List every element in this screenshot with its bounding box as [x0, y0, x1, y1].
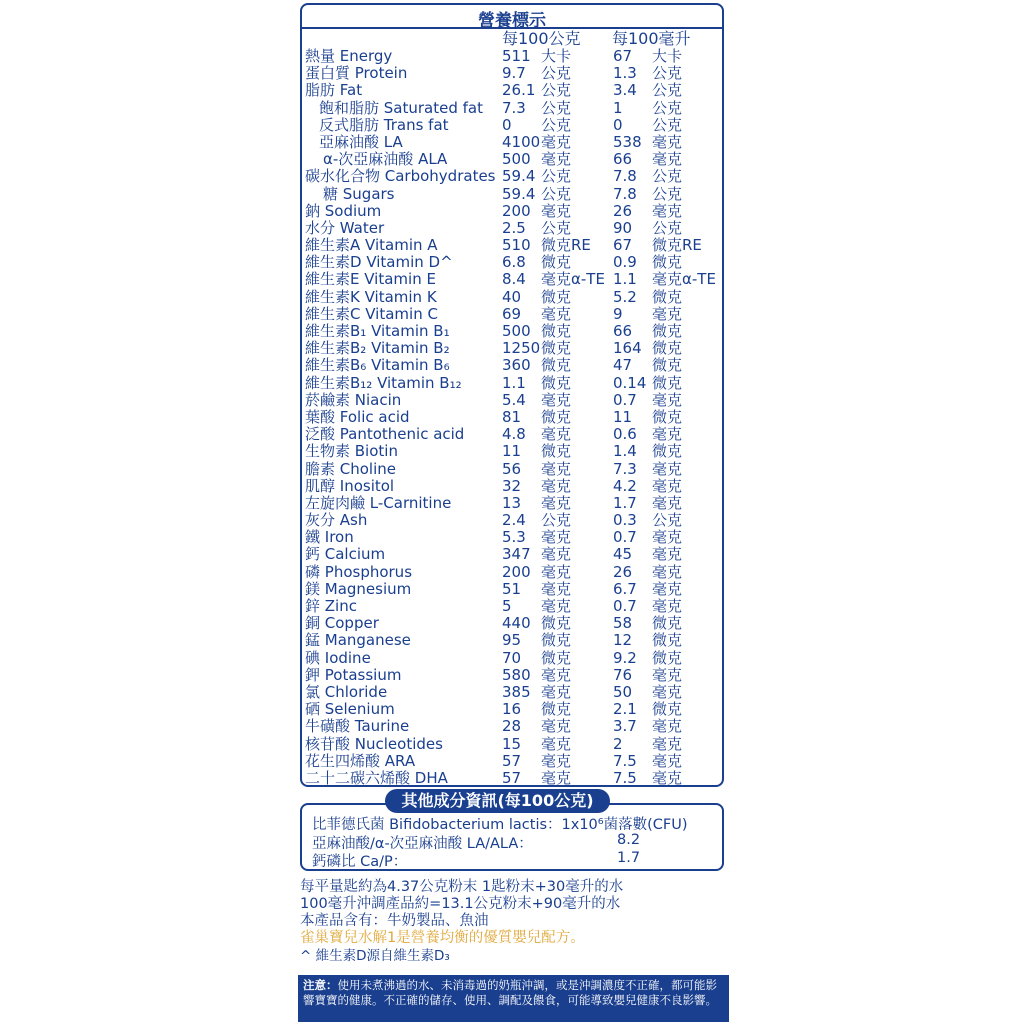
- vitamin-d-footnote: ^ 維生素D源自維生素D₃: [300, 948, 450, 964]
- nutrient-name: α-次亞麻油酸 ALA: [323, 150, 448, 169]
- value-per-100g: 11: [502, 442, 522, 461]
- ca-p-label: 鈣磷比 Ca/P：: [312, 854, 408, 870]
- unit-per-100g: 公克: [541, 98, 572, 117]
- nutrient-row: [305, 168, 720, 185]
- unit-per-100g: 微克: [541, 442, 572, 461]
- unit-per-100ml: 毫克: [652, 459, 683, 478]
- value-per-100ml: 3.7: [613, 717, 637, 736]
- nutrient-name: 鉀 Potassium: [305, 665, 402, 684]
- unit-per-100ml: 微克: [652, 322, 683, 340]
- nutrient-row: [305, 770, 720, 787]
- value-per-100g: 32: [502, 476, 522, 495]
- warning-label: 注意：: [303, 978, 338, 992]
- value-per-100g: 5.4: [502, 390, 526, 409]
- unit-per-100g: 微克: [541, 700, 572, 719]
- value-per-100g: 200: [502, 201, 531, 220]
- value-per-100g: 1.1: [502, 373, 526, 392]
- value-per-100ml: 7.5: [613, 751, 637, 770]
- value-per-100ml: 7.3: [613, 459, 637, 478]
- unit-per-100g: 微克: [541, 322, 572, 340]
- nutrient-row: [305, 615, 720, 632]
- nutrient-name: 維生素D Vitamin D^: [305, 253, 453, 272]
- unit-per-100g: 公克: [541, 81, 572, 100]
- nutrient-name: 維生素K Vitamin K: [305, 287, 437, 306]
- value-per-100g: 5: [502, 597, 512, 615]
- value-per-100g: 51: [502, 579, 522, 598]
- nutrient-row: [305, 701, 720, 718]
- nutrient-row: [305, 65, 720, 82]
- value-per-100g: 15: [502, 734, 522, 753]
- value-per-100g: 500: [502, 322, 531, 340]
- value-per-100ml: 7.8: [613, 167, 637, 186]
- value-per-100g: 6.8: [502, 253, 526, 272]
- value-per-100ml: 67: [613, 47, 633, 65]
- table-title: 營養標示: [478, 11, 546, 31]
- unit-per-100ml: 微克: [652, 631, 683, 650]
- value-per-100g: 57: [502, 768, 522, 787]
- nutrient-name: 磷 Phosphorus: [305, 562, 413, 581]
- unit-per-100ml: 公克: [652, 218, 683, 237]
- unit-per-100ml: 毫克: [652, 597, 683, 615]
- nutrient-row: [305, 151, 720, 168]
- value-per-100g: 4100: [502, 132, 541, 151]
- value-per-100ml: 3.4: [613, 81, 637, 100]
- unit-per-100g: 微克: [541, 339, 572, 358]
- unit-per-100ml: 毫克: [652, 682, 683, 701]
- unit-per-100g: 毫克: [541, 717, 572, 736]
- value-per-100g: 1250: [502, 339, 541, 358]
- unit-per-100ml: 毫克: [652, 751, 683, 770]
- unit-per-100ml: 毫克: [652, 476, 683, 495]
- unit-per-100ml: 毫克: [652, 545, 683, 564]
- value-per-100g: 95: [502, 631, 522, 650]
- value-per-100g: 57: [502, 751, 522, 770]
- nutrient-row: [305, 100, 720, 117]
- nutrient-name: 維生素B₁ Vitamin B₁: [305, 322, 450, 340]
- nutrient-row: [305, 461, 720, 478]
- nutrient-name: 牛磺酸 Taurine: [305, 717, 410, 736]
- unit-per-100ml: 微克: [652, 253, 683, 272]
- value-per-100ml: 0: [613, 115, 623, 134]
- unit-per-100ml: 公克: [652, 167, 683, 186]
- nutrient-row: [305, 718, 720, 735]
- nutrient-name: 肌醇 Inositol: [305, 476, 395, 495]
- unit-per-100g: 毫克α-TE: [541, 270, 605, 289]
- value-per-100ml: 1.4: [613, 442, 637, 461]
- nutrient-row: [305, 48, 720, 65]
- value-per-100ml: 67: [613, 236, 633, 255]
- value-per-100g: 9.7: [502, 64, 526, 83]
- nutrient-row: [305, 529, 720, 546]
- nutrient-name: 錳 Manganese: [305, 631, 411, 650]
- value-per-100ml: 1.7: [613, 493, 637, 512]
- unit-per-100ml: 微克: [652, 700, 683, 719]
- warning-box: [298, 975, 729, 1022]
- nutrient-row: [305, 117, 720, 134]
- unit-per-100ml: 毫克α-TE: [652, 270, 716, 289]
- nutrient-row: [305, 289, 720, 306]
- value-per-100ml: 0.3: [613, 511, 637, 530]
- unit-per-100ml: 毫克: [652, 665, 683, 684]
- unit-per-100g: 毫克: [541, 751, 572, 770]
- column-header-per-100g: 每100公克: [502, 29, 581, 48]
- value-per-100ml: 2: [613, 734, 623, 753]
- value-per-100ml: 45: [613, 545, 633, 564]
- unit-per-100ml: 毫克: [652, 304, 683, 323]
- unit-per-100ml: 微克: [652, 373, 683, 392]
- value-per-100g: 56: [502, 459, 522, 478]
- nutrition-table: [300, 3, 724, 787]
- unit-per-100ml: 微克: [652, 648, 683, 667]
- value-per-100g: 360: [502, 356, 531, 375]
- value-per-100ml: 4.2: [613, 476, 637, 495]
- nutrient-row: [305, 82, 720, 99]
- value-per-100ml: 76: [613, 665, 633, 684]
- value-per-100g: 511: [502, 47, 531, 65]
- nutrient-name: 蛋白質 Protein: [305, 64, 408, 83]
- unit-per-100g: 毫克: [541, 597, 572, 615]
- nutrient-name: 維生素B₁₂ Vitamin B₁₂: [305, 373, 462, 392]
- unit-per-100ml: 微克: [652, 339, 683, 358]
- value-per-100g: 580: [502, 665, 531, 684]
- unit-per-100ml: 微克: [652, 356, 683, 375]
- nutrient-row: [305, 237, 720, 254]
- column-header-per-100ml: 每100毫升: [612, 29, 691, 48]
- value-per-100g: 70: [502, 648, 522, 667]
- unit-per-100ml: 微克: [652, 614, 683, 633]
- value-per-100g: 2.4: [502, 511, 526, 530]
- unit-per-100ml: 毫克: [652, 717, 683, 736]
- ca-p-value: 1.7: [617, 850, 641, 866]
- value-per-100ml: 7.5: [613, 768, 637, 787]
- value-per-100ml: 0.9: [613, 253, 637, 272]
- nutrient-name: 反式脂肪 Trans fat: [319, 115, 449, 134]
- unit-per-100ml: 公克: [652, 98, 683, 117]
- nutrient-name: 菸鹼素 Niacin: [305, 390, 402, 409]
- unit-per-100g: 公克: [541, 184, 572, 203]
- value-per-100g: 2.5: [502, 218, 526, 237]
- nutrient-name: 維生素B₆ Vitamin B₆: [305, 356, 450, 375]
- nutrient-row: [305, 220, 720, 237]
- nutrient-name: 熱量 Energy: [305, 47, 393, 65]
- nutrient-row: [305, 409, 720, 426]
- nutrient-row: [305, 546, 720, 563]
- unit-per-100g: 毫克: [541, 493, 572, 512]
- nutrient-name: 生物素 Biotin: [305, 442, 398, 461]
- unit-per-100ml: 毫克: [652, 425, 683, 444]
- other-info-title: 其他成分資訊(每100公克): [385, 789, 610, 813]
- nutrient-row: [305, 581, 720, 598]
- nutrient-name: 飽和脂肪 Saturated fat: [319, 98, 483, 117]
- nutrient-row: [305, 134, 720, 151]
- nutrient-row: [305, 426, 720, 443]
- nutrient-row: [305, 736, 720, 753]
- nutrient-name: 氯 Chloride: [305, 682, 388, 701]
- value-per-100g: 4.8: [502, 425, 526, 444]
- value-per-100g: 16: [502, 700, 522, 719]
- unit-per-100ml: 公克: [652, 115, 683, 134]
- nutrient-row: [305, 254, 720, 271]
- nutrient-name: 銅 Copper: [305, 614, 379, 633]
- value-per-100ml: 1.1: [613, 270, 637, 289]
- value-per-100ml: 7.8: [613, 184, 637, 203]
- nutrient-name: 核苷酸 Nucleotides: [305, 734, 443, 753]
- nutrient-row: [305, 340, 720, 357]
- nutrient-name: 鋅 Zinc: [305, 597, 357, 615]
- unit-per-100g: 毫克: [541, 201, 572, 220]
- unit-per-100ml: 毫克: [652, 562, 683, 581]
- value-per-100g: 40: [502, 287, 522, 306]
- value-per-100ml: 0.7: [613, 528, 637, 547]
- nutrient-rows: [305, 48, 720, 787]
- unit-per-100ml: 毫克: [652, 768, 683, 787]
- prep-note: 100毫升沖調產品約=13.1公克粉末+90毫升的水: [300, 896, 621, 912]
- nutrient-name: 脂肪 Fat: [305, 81, 363, 100]
- value-per-100ml: 2.1: [613, 700, 637, 719]
- value-per-100ml: 66: [613, 322, 633, 340]
- nutrient-row: [305, 564, 720, 581]
- unit-per-100g: 毫克: [541, 390, 572, 409]
- value-per-100g: 8.4: [502, 270, 526, 289]
- unit-per-100ml: 毫克: [652, 390, 683, 409]
- unit-per-100g: 毫克: [541, 150, 572, 169]
- unit-per-100g: 微克: [541, 253, 572, 272]
- unit-per-100ml: 公克: [652, 511, 683, 530]
- nutrient-row: [305, 478, 720, 495]
- nutrient-row: [305, 443, 720, 460]
- value-per-100ml: 0.14: [613, 373, 647, 392]
- value-per-100ml: 9.2: [613, 648, 637, 667]
- nutrient-name: 灰分 Ash: [305, 511, 368, 530]
- brand-note: 雀巢寶兒水解1是營養均衡的優質嬰兒配方。: [300, 930, 585, 946]
- nutrient-row: [305, 650, 720, 667]
- value-per-100ml: 1: [613, 98, 623, 117]
- value-per-100ml: 90: [613, 218, 633, 237]
- value-per-100g: 69: [502, 304, 522, 323]
- unit-per-100g: 微克: [541, 373, 572, 392]
- nutrient-name: 泛酸 Pantothenic acid: [305, 425, 465, 444]
- warning-text: 使用未煮沸過的水、未消毒過的奶瓶沖調，或是沖調濃度不正確，都可能影響寶寶的健康。不正確的儲存、使用、調配及餵食，可能導致嬰兒健康不良影響。: [303, 978, 717, 1007]
- value-per-100g: 59.4: [502, 167, 536, 186]
- value-per-100ml: 58: [613, 614, 633, 633]
- nutrient-row: [305, 186, 720, 203]
- unit-per-100g: 毫克: [541, 562, 572, 581]
- nutrient-row: [305, 667, 720, 684]
- value-per-100g: 0: [502, 115, 512, 134]
- unit-per-100g: 毫克: [541, 425, 572, 444]
- unit-per-100ml: 毫克: [652, 201, 683, 220]
- nutrient-name: 葉酸 Folic acid: [305, 407, 410, 426]
- value-per-100ml: 1.3: [613, 64, 637, 83]
- allergen-note: 本產品含有：牛奶製品、魚油: [300, 913, 489, 929]
- nutrient-name: 糖 Sugars: [323, 184, 395, 203]
- nutrient-name: 維生素E Vitamin E: [305, 270, 436, 289]
- unit-per-100g: 毫克: [541, 528, 572, 547]
- value-per-100g: 7.3: [502, 98, 526, 117]
- unit-per-100g: 微克: [541, 407, 572, 426]
- nutrient-row: [305, 753, 720, 770]
- nutrient-row: [305, 598, 720, 615]
- unit-per-100g: 微克: [541, 648, 572, 667]
- value-per-100g: 440: [502, 614, 531, 633]
- value-per-100ml: 0.7: [613, 597, 637, 615]
- unit-per-100ml: 微克: [652, 442, 683, 461]
- unit-per-100ml: 公克: [652, 184, 683, 203]
- value-per-100g: 13: [502, 493, 522, 512]
- value-per-100g: 500: [502, 150, 531, 169]
- unit-per-100g: 微克: [541, 631, 572, 650]
- la-ala-label: 亞麻油酸/α-次亞麻油酸 LA/ALA：: [312, 836, 533, 852]
- value-per-100ml: 164: [613, 339, 642, 358]
- value-per-100ml: 5.2: [613, 287, 637, 306]
- nutrient-name: 鈣 Calcium: [305, 545, 386, 564]
- nutrient-name: 二十二碳六烯酸 DHA: [305, 768, 448, 787]
- unit-per-100g: 公克: [541, 115, 572, 134]
- nutrient-row: [305, 203, 720, 220]
- nutrient-row: [305, 684, 720, 701]
- nutrient-row: [305, 632, 720, 649]
- unit-per-100g: 微克: [541, 356, 572, 375]
- nutrient-name: 維生素A Vitamin A: [305, 236, 438, 255]
- other-info-box: [300, 803, 724, 871]
- nutrient-name: 水分 Water: [305, 218, 385, 237]
- unit-per-100ml: 微克RE: [652, 236, 702, 255]
- value-per-100g: 347: [502, 545, 531, 564]
- value-per-100ml: 66: [613, 150, 633, 169]
- value-per-100ml: 9: [613, 304, 623, 323]
- nutrient-name: 碘 Iodine: [305, 648, 371, 667]
- unit-per-100g: 微克: [541, 614, 572, 633]
- unit-per-100g: 微克RE: [541, 236, 591, 255]
- value-per-100g: 81: [502, 407, 522, 426]
- unit-per-100ml: 毫克: [652, 150, 683, 169]
- value-per-100g: 5.3: [502, 528, 526, 547]
- unit-per-100g: 毫克: [541, 476, 572, 495]
- unit-per-100g: 公克: [541, 511, 572, 530]
- unit-per-100ml: 公克: [652, 81, 683, 100]
- unit-per-100g: 毫克: [541, 545, 572, 564]
- value-per-100ml: 26: [613, 201, 633, 220]
- value-per-100g: 200: [502, 562, 531, 581]
- nutrient-row: [305, 357, 720, 374]
- unit-per-100g: 毫克: [541, 579, 572, 598]
- value-per-100ml: 11: [613, 407, 633, 426]
- unit-per-100ml: 微克: [652, 287, 683, 306]
- unit-per-100g: 毫克: [541, 682, 572, 701]
- value-per-100ml: 26: [613, 562, 633, 581]
- value-per-100g: 26.1: [502, 81, 536, 100]
- nutrient-name: 膽素 Choline: [305, 459, 396, 478]
- nutrient-name: 鈉 Sodium: [305, 201, 382, 220]
- unit-per-100ml: 微克: [652, 407, 683, 426]
- value-per-100ml: 0.7: [613, 390, 637, 409]
- nutrient-row: [305, 306, 720, 323]
- unit-per-100g: 大卡: [541, 47, 572, 65]
- value-per-100ml: 538: [613, 132, 642, 151]
- nutrient-name: 鎂 Magnesium: [305, 579, 412, 598]
- nutrient-name: 鐵 Iron: [305, 528, 354, 547]
- la-ala-value: 8.2: [617, 832, 641, 848]
- unit-per-100g: 毫克: [541, 665, 572, 684]
- nutrient-row: [305, 392, 720, 409]
- unit-per-100g: 公克: [541, 218, 572, 237]
- unit-per-100ml: 毫克: [652, 493, 683, 512]
- scoop-note: 每平量匙約為4.37公克粉末 1匙粉末+30毫升的水: [300, 879, 624, 895]
- value-per-100ml: 0.6: [613, 425, 637, 444]
- value-per-100ml: 47: [613, 356, 633, 375]
- nutrient-name: 維生素B₂ Vitamin B₂: [305, 339, 450, 358]
- unit-per-100ml: 公克: [652, 64, 683, 83]
- nutrient-name: 硒 Selenium: [305, 700, 395, 719]
- value-per-100ml: 50: [613, 682, 633, 701]
- unit-per-100g: 毫克: [541, 459, 572, 478]
- unit-per-100g: 微克: [541, 287, 572, 306]
- nutrient-name: 亞麻油酸 LA: [319, 132, 403, 151]
- value-per-100g: 59.4: [502, 184, 536, 203]
- nutrient-row: [305, 375, 720, 392]
- nutrient-row: [305, 512, 720, 529]
- unit-per-100g: 毫克: [541, 768, 572, 787]
- unit-per-100ml: 毫克: [652, 579, 683, 598]
- unit-per-100g: 毫克: [541, 304, 572, 323]
- unit-per-100g: 公克: [541, 167, 572, 186]
- nutrient-row: [305, 495, 720, 512]
- nutrient-row: [305, 271, 720, 288]
- value-per-100g: 510: [502, 236, 531, 255]
- unit-per-100g: 毫克: [541, 734, 572, 753]
- unit-per-100ml: 大卡: [652, 47, 683, 65]
- unit-per-100ml: 毫克: [652, 132, 683, 151]
- value-per-100ml: 12: [613, 631, 633, 650]
- unit-per-100g: 公克: [541, 64, 572, 83]
- nutrient-name: 維生素C Vitamin C: [305, 304, 438, 323]
- unit-per-100ml: 毫克: [652, 734, 683, 753]
- nutrient-name: 左旋肉鹼 L-Carnitine: [305, 493, 452, 512]
- bifido-line: 比菲德氏菌 Bifidobacterium lactis：1x10⁶菌落數(CFU): [312, 817, 688, 833]
- value-per-100g: 385: [502, 682, 531, 701]
- unit-per-100g: 毫克: [541, 132, 572, 151]
- nutrient-name: 碳水化合物 Carbohydrates: [305, 167, 496, 186]
- value-per-100ml: 6.7: [613, 579, 637, 598]
- nutrient-name: 花生四烯酸 ARA: [305, 751, 416, 770]
- nutrient-row: [305, 323, 720, 340]
- unit-per-100ml: 毫克: [652, 528, 683, 547]
- value-per-100g: 28: [502, 717, 522, 736]
